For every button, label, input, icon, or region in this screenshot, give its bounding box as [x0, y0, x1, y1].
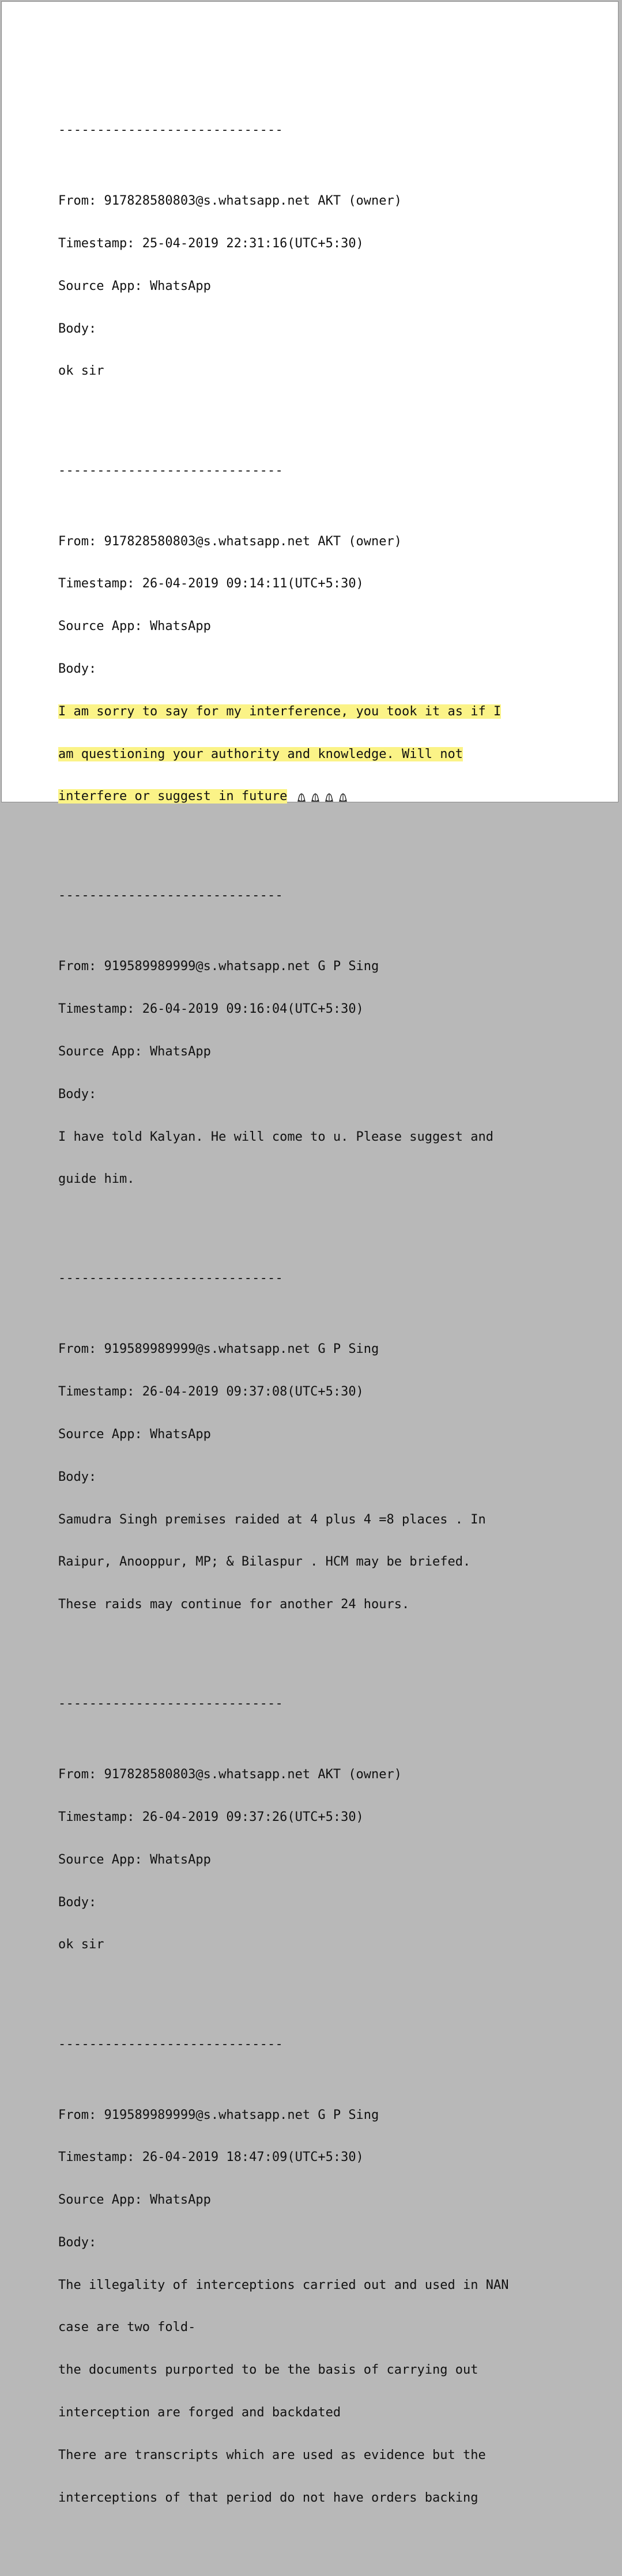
separator-line: ----------------------------- — [58, 123, 283, 138]
message-timestamp: Timestamp: 25-04-2019 22:31:16(UTC+5:30) — [58, 236, 364, 251]
message-timestamp: Timestamp: 26-04-2019 09:16:04(UTC+5:30) — [58, 1002, 364, 1017]
message-from: From: 919589989999@s.whatsapp.net G P Sing — [58, 1342, 379, 1357]
emoji-group — [296, 791, 352, 805]
message-from: From: 919589989999@s.whatsapp.net G P Sing — [58, 959, 379, 974]
message-timestamp: Timestamp: 26-04-2019 18:47:09(UTC+5:30) — [58, 2150, 364, 2165]
message-timestamp: Timestamp: 26-04-2019 09:37:08(UTC+5:30) — [58, 1385, 364, 1400]
message-entry — [58, 506, 600, 832]
message-from: From: 917828580803@s.whatsapp.net AKT (owner) — [58, 194, 402, 209]
folded-hands-icon — [324, 793, 334, 803]
message-body-line: ok sir — [58, 1937, 104, 1952]
document-page — [1, 1, 619, 2505]
message-body-line: case are two fold- — [58, 2320, 196, 2335]
message-from: From: 919589989999@s.whatsapp.net G P Sing — [58, 2107, 379, 2122]
message-from: From: 917828580803@s.whatsapp.net AKT (owner) — [58, 534, 402, 549]
message-body-label: Body: — [58, 1895, 97, 1910]
message-timestamp: Timestamp: 26-04-2019 09:14:11(UTC+5:30) — [58, 576, 364, 591]
message-log — [58, 67, 600, 2576]
message-entry — [58, 1740, 600, 1981]
highlighted-body-line: am questioning your authority and knowledge. Will not — [58, 746, 463, 761]
message-body-label: Body: — [58, 661, 97, 676]
folded-hands-icon — [296, 793, 307, 803]
message-source-app: Source App: WhatsApp — [58, 278, 211, 293]
message-body-line: ok sir — [58, 364, 104, 379]
message-timestamp: Timestamp: 26-04-2019 09:37:26(UTC+5:30) — [58, 1810, 364, 1825]
message-body-line: Raipur, Anooppur, MP; & Bilaspur . HCM may be briefed. — [58, 1555, 471, 1570]
separator-line: ----------------------------- — [58, 1696, 283, 1711]
message-entry — [58, 166, 600, 407]
message-body-line: The illegality of interceptions carried out and used in NAN — [58, 2277, 509, 2292]
folded-hands-icon — [338, 793, 348, 803]
separator-line: ----------------------------- — [58, 2036, 283, 2051]
message-entry — [58, 931, 600, 1215]
message-body-line: guide him. — [58, 1172, 135, 1187]
highlighted-body-line: I am sorry to say for my interference, you took it as if I — [58, 704, 502, 719]
separator-line: ----------------------------- — [58, 888, 283, 903]
message-source-app: Source App: WhatsApp — [58, 1852, 211, 1867]
message-source-app: Source App: WhatsApp — [58, 2193, 211, 2208]
separator-line: ----------------------------- — [58, 463, 283, 478]
message-body-label: Body: — [58, 1469, 97, 1484]
message-from: From: 917828580803@s.whatsapp.net AKT (owner) — [58, 1767, 402, 1782]
message-body-line: Samudra Singh premises raided at 4 plus 4 =8 places . In — [58, 1512, 486, 1527]
message-body-label: Body: — [58, 1087, 97, 1102]
message-body-line: interceptions of that period do not have orders backing — [58, 2490, 478, 2505]
message-source-app: Source App: WhatsApp — [58, 1044, 211, 1059]
message-body-line: These raids may continue for another 24 hours. — [58, 1597, 410, 1612]
message-body-line: interception are forged and backdated — [58, 2405, 341, 2420]
message-body-line: There are transcripts which are used as evidence but the — [58, 2447, 486, 2462]
message-body-line: I have told Kalyan. He will come to u. Please suggest and — [58, 1129, 493, 1144]
separator-line: ----------------------------- — [58, 1271, 283, 1286]
message-entry — [58, 2080, 600, 2533]
message-source-app: Source App: WhatsApp — [58, 619, 211, 634]
message-entry — [58, 1314, 600, 1640]
highlighted-body-line: interfere or suggest in future — [58, 789, 288, 804]
message-body-label: Body: — [58, 321, 97, 336]
message-source-app: Source App: WhatsApp — [58, 1427, 211, 1442]
folded-hands-icon — [310, 793, 321, 803]
message-body-line: the documents purported to be the basis of carrying out — [58, 2363, 478, 2378]
message-body-label: Body: — [58, 2235, 97, 2250]
